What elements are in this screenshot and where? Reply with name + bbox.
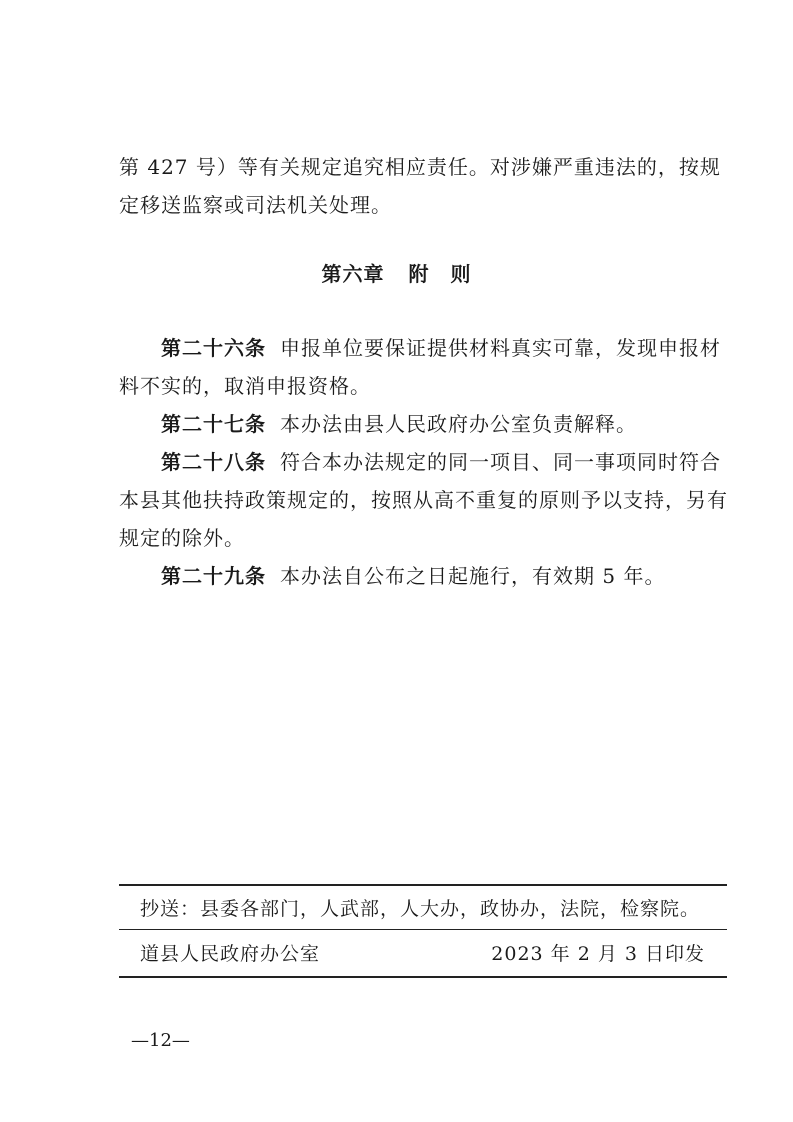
article-number: 第二十六条 bbox=[161, 336, 266, 360]
article-27 bbox=[119, 405, 739, 443]
chapter-title: 第六章 bbox=[321, 262, 385, 286]
issue-date: 2023 年 2 月 3 日印发 bbox=[491, 943, 705, 965]
article-text: 申报单位要保证提供材料真实可靠，发现申报材料不实的，取消申报资格。 bbox=[119, 336, 721, 398]
issuer: 道县人民政府办公室 bbox=[140, 943, 321, 965]
article-29 bbox=[119, 557, 739, 595]
cc-line: 抄送：县委各部门，人武部，人大办，政协办，法院，检察院。 bbox=[140, 898, 701, 920]
article-26 bbox=[119, 329, 739, 405]
article-text: 本办法自公布之日起施行，有效期 5 年。 bbox=[280, 564, 666, 588]
page-number: —12— bbox=[131, 1030, 190, 1051]
article-28 bbox=[119, 443, 739, 557]
continuation-line-2: 定移送监察或司法机关处理。 bbox=[119, 193, 392, 217]
article-number: 第二十七条 bbox=[161, 412, 266, 436]
footer-middle-rule bbox=[119, 929, 727, 930]
article-number: 第二十八条 bbox=[161, 450, 266, 474]
article-text: 本办法由县人民政府办公室负责解释。 bbox=[280, 412, 637, 436]
article-text: 符合本办法规定的同一项目、同一事项同时符合本县其他扶持政策规定的，按照从高不重复的原则予以支持，另有规定的除外。 bbox=[119, 450, 728, 550]
article-number: 第二十九条 bbox=[161, 564, 266, 588]
chapter-heading bbox=[0, 258, 793, 287]
footer-bottom-rule bbox=[119, 976, 727, 978]
chapter-name: 附 则 bbox=[408, 262, 472, 286]
continuation-line-1: 第 427 号）等有关规定追究相应责任。对涉嫌严重违法的，按规 bbox=[119, 155, 721, 179]
footer-top-rule bbox=[119, 884, 727, 886]
continuation-paragraph bbox=[119, 148, 739, 224]
